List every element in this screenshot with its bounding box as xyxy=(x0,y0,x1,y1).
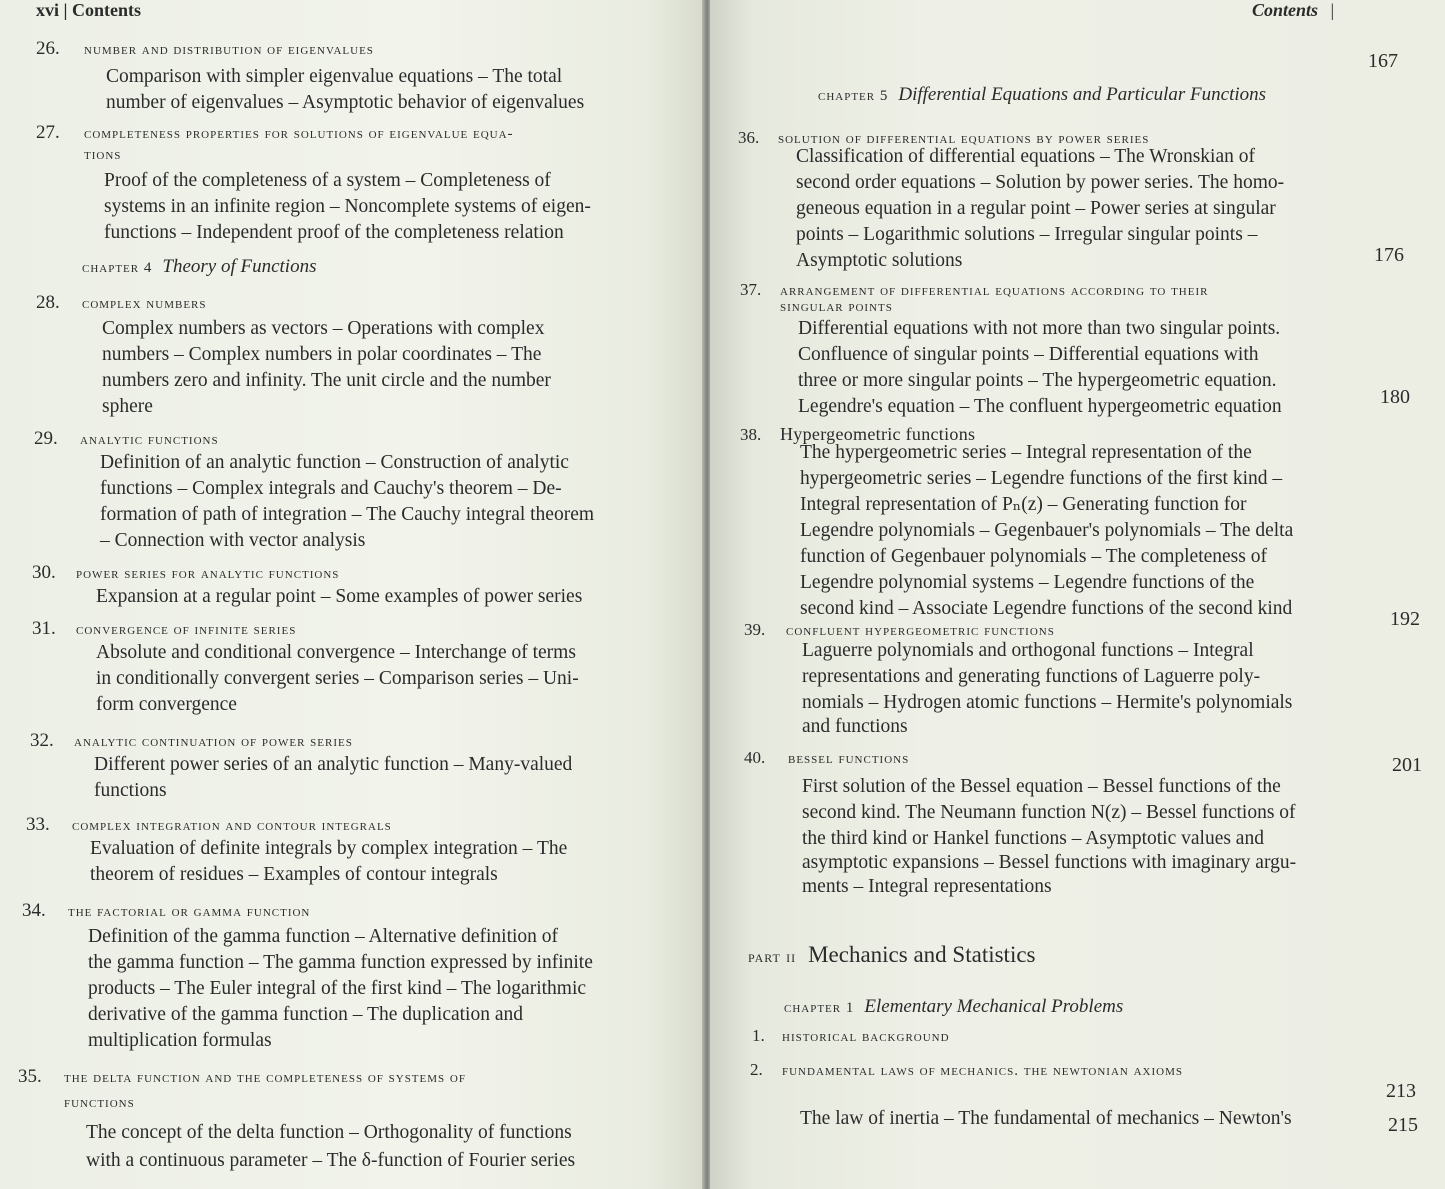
entry-number: 29. xyxy=(34,428,58,449)
entry-number: 34. xyxy=(22,900,46,921)
entry-description-line: numbers zero and infinity. The unit circle and the number xyxy=(102,370,551,391)
page-number: 213 xyxy=(1386,1080,1416,1102)
entry-description-line: Different power series of an analytic function – Many-valued xyxy=(94,754,573,775)
toc-entry-29 xyxy=(34,428,219,450)
chapter-label: chapter 5 xyxy=(818,88,889,104)
entry-description-line: Expansion at a regular point – Some examples of power series xyxy=(96,586,583,607)
entry-description-line: Legendre polynomials – Gegenbauer's polynomials – The delta xyxy=(800,520,1294,541)
entry-description-line: functions xyxy=(94,780,167,801)
entry-title: singular points xyxy=(780,299,893,315)
entry-title: complex integration and contour integrals xyxy=(72,818,392,834)
entry-title-continuation xyxy=(780,298,893,316)
entry-description-line: hypergeometric series – Legendre functions of the first kind – xyxy=(800,468,1283,489)
entry-title: the factorial or gamma function xyxy=(68,904,311,920)
chapter-4-heading xyxy=(82,256,316,278)
entry-description-line: products – The Euler integral of the first kind – The logarithmic xyxy=(88,978,587,999)
entry-description-line: systems in an infinite region – Noncomplete systems of eigen- xyxy=(104,196,591,217)
entry-description-line: derivative of the gamma function – The duplication and xyxy=(88,1004,524,1025)
entry-description-line: theorem of residues – Examples of contour integrals xyxy=(90,864,498,885)
entry-description-line: Legendre's equation – The confluent hypergeometric equation xyxy=(798,396,1282,417)
entry-number: 36. xyxy=(738,128,760,147)
entry-description-line: the third kind or Hankel functions – Asymptotic values and xyxy=(802,828,1264,849)
entry-title-continuation xyxy=(84,146,121,164)
entry-description-line: Classification of differential equations – The Wronskian of xyxy=(796,146,1255,167)
entry-title: completeness properties for solutions of eigenvalue equa- xyxy=(84,126,514,142)
entry-description-line: the gamma function – The gamma function expressed by infinite xyxy=(88,952,593,973)
entry-description-line: Integral representation of Pₙ(z) – Generating function for xyxy=(800,494,1247,515)
entry-number: 38. xyxy=(740,425,762,444)
entry-title: functions xyxy=(64,1095,135,1111)
entry-description-line: The law of inertia – The fundamental of mechanics – Newton's xyxy=(800,1108,1292,1129)
entry-description-line: sphere xyxy=(102,396,153,417)
toc-entry-31 xyxy=(32,618,296,640)
toc-entry-34 xyxy=(22,900,310,922)
entry-description-line: Definition of an analytic function – Construction of analytic xyxy=(100,452,569,473)
toc-entry-30 xyxy=(32,562,339,584)
part-title: Mechanics and Statistics xyxy=(808,942,1036,967)
entry-title: fundamental laws of mechanics. the newtonian axioms xyxy=(782,1063,1183,1079)
entry-description-line: points – Logarithmic solutions – Irregular singular points – xyxy=(796,224,1258,245)
chapter-5-heading xyxy=(818,84,1266,106)
entry-description-line: Evaluation of definite integrals by complex integration – The xyxy=(90,838,568,859)
entry-title: historical background xyxy=(782,1029,950,1045)
page-number: 176 xyxy=(1374,244,1404,266)
entry-description-line: The hypergeometric series – Integral representation of the xyxy=(800,442,1252,463)
toc-entry-37 xyxy=(740,280,1208,300)
entry-description-line: second kind – Associate Legendre functions of the second kind xyxy=(800,598,1293,619)
entry-description-line: three or more singular points – The hypergeometric equation. xyxy=(798,370,1277,391)
entry-description-line: Asymptotic solutions xyxy=(796,250,963,271)
entry-description-line: Complex numbers as vectors – Operations with complex xyxy=(102,318,545,339)
entry-title: arrangement of differential equations according to their xyxy=(780,283,1209,299)
entry-title-continuation xyxy=(64,1094,135,1112)
part-2-heading xyxy=(748,942,1036,968)
entry-description-line: nomials – Hydrogen atomic functions – Hermite's polynomials xyxy=(802,692,1293,713)
page-number: 180 xyxy=(1380,386,1410,408)
entry-description-line: form convergence xyxy=(96,694,237,715)
entry-number: 1. xyxy=(752,1026,765,1045)
entry-description-line: with a continuous parameter – The δ-function of Fourier series xyxy=(86,1150,576,1171)
entry-description-line: functions – Complex integrals and Cauchy's theorem – De- xyxy=(100,478,562,499)
entry-title: confluent hypergeometric functions xyxy=(786,623,1055,639)
entry-description-line: ments – Integral representations xyxy=(802,876,1052,897)
entry-title: number and distribution of eigenvalues xyxy=(84,42,374,58)
entry-description-line: second kind. The Neumann function N(z) – Bessel functions of xyxy=(802,802,1296,823)
chapter-1-heading xyxy=(784,996,1123,1018)
entry-title: power series for analytic functions xyxy=(76,566,340,582)
chapter-label: chapter 4 xyxy=(82,260,153,276)
entry-number: 31. xyxy=(32,618,56,639)
entry-description-line: First solution of the Bessel equation – Bessel functions of the xyxy=(802,776,1281,797)
toc-entry-32 xyxy=(30,730,353,752)
entry-description-line: Absolute and conditional convergence – Interchange of terms xyxy=(96,642,576,663)
entry-description-line: formation of path of integration – The Cauchy integral theorem xyxy=(100,504,595,525)
entry-title: tions xyxy=(84,147,122,163)
page-number: 215 xyxy=(1388,1114,1418,1136)
entry-title: the delta function and the completeness of systems of xyxy=(64,1070,466,1086)
entry-number: 39. xyxy=(744,620,766,639)
entry-title: analytic continuation of power series xyxy=(74,734,353,750)
chapter-title: Differential Equations and Particular Functions xyxy=(898,84,1267,105)
page-number: 201 xyxy=(1392,754,1422,776)
toc-entry-2 xyxy=(750,1060,1183,1080)
page-number: 167 xyxy=(1368,50,1398,72)
part-label: part ii xyxy=(748,947,797,966)
chapter-title: Theory of Functions xyxy=(162,256,317,277)
entry-description-line: numbers – Complex numbers in polar coordinates – The xyxy=(102,344,542,365)
entry-number: 27. xyxy=(36,122,60,143)
entry-description-line: functions – Independent proof of the completeness relation xyxy=(104,222,564,243)
entry-number: 35. xyxy=(18,1066,42,1087)
entry-description-line: second order equations – Solution by power series. The homo- xyxy=(796,172,1285,193)
entry-title: solution of differential equations by power series xyxy=(778,131,1150,147)
toc-entry-26 xyxy=(36,38,374,60)
toc-entry-1 xyxy=(752,1026,950,1046)
toc-entry-33 xyxy=(26,814,392,836)
entry-description-line: Proof of the completeness of a system – Completeness of xyxy=(104,170,551,191)
toc-entry-40 xyxy=(744,748,909,768)
left-page xyxy=(0,0,704,1189)
entry-description-line: Confluence of singular points – Differential equations with xyxy=(798,344,1259,365)
entry-title: Hypergeometric functions xyxy=(780,424,976,444)
chapter-label: chapter 1 xyxy=(784,1000,855,1016)
entry-description-line: function of Gegenbauer polynomials – The completeness of xyxy=(800,546,1267,567)
running-head-left: xvi | Contents xyxy=(36,0,141,20)
entry-number: 32. xyxy=(30,730,54,751)
entry-title: complex numbers xyxy=(82,296,207,312)
right-page xyxy=(710,0,1445,1189)
page-number: 192 xyxy=(1390,608,1420,630)
toc-entry-35 xyxy=(18,1066,466,1088)
entry-description-line: representations and generating functions of Laguerre poly- xyxy=(802,666,1261,687)
entry-description-line: multiplication formulas xyxy=(88,1030,272,1051)
running-head-mark: | xyxy=(1330,0,1335,20)
entry-description-line: Laguerre polynomials and orthogonal functions – Integral xyxy=(802,640,1254,661)
entry-description-line: asymptotic expansions – Bessel functions with imaginary argu- xyxy=(802,852,1297,873)
toc-entry-39 xyxy=(744,620,1055,640)
entry-description-line: and functions xyxy=(802,716,908,737)
entry-number: 26. xyxy=(36,38,60,59)
toc-entry-28 xyxy=(36,292,207,314)
entry-description-line: Definition of the gamma function – Alternative definition of xyxy=(88,926,559,947)
entry-description-line: number of eigenvalues – Asymptotic behavior of eigenvalues xyxy=(106,92,585,113)
entry-description-line: Legendre polynomial systems – Legendre functions of the xyxy=(800,572,1255,593)
entry-description-line: in conditionally convergent series – Comparison series – Uni- xyxy=(96,668,579,689)
entry-description-line: – Connection with vector analysis xyxy=(100,530,366,551)
entry-description-line: Comparison with simpler eigenvalue equations – The total xyxy=(106,66,563,87)
entry-number: 28. xyxy=(36,292,60,313)
entry-number: 33. xyxy=(26,814,50,835)
entry-description-line: The concept of the delta function – Orthogonality of functions xyxy=(86,1122,572,1143)
entry-title: bessel functions xyxy=(788,751,910,767)
entry-title: analytic functions xyxy=(80,432,219,448)
toc-entry-27 xyxy=(36,122,514,144)
running-head-right xyxy=(1252,0,1334,21)
entry-number: 2. xyxy=(750,1060,763,1079)
entry-number: 37. xyxy=(740,280,762,299)
entry-title: convergence of infinite series xyxy=(76,622,297,638)
entry-number: 30. xyxy=(32,562,56,583)
chapter-title: Elementary Mechanical Problems xyxy=(864,996,1124,1017)
running-head-title: Contents xyxy=(1252,0,1319,20)
entry-description-line: geneous equation in a regular point – Power series at singular xyxy=(796,198,1276,219)
entry-description-line: Differential equations with not more than two singular points. xyxy=(798,318,1281,339)
entry-number: 40. xyxy=(744,748,766,767)
